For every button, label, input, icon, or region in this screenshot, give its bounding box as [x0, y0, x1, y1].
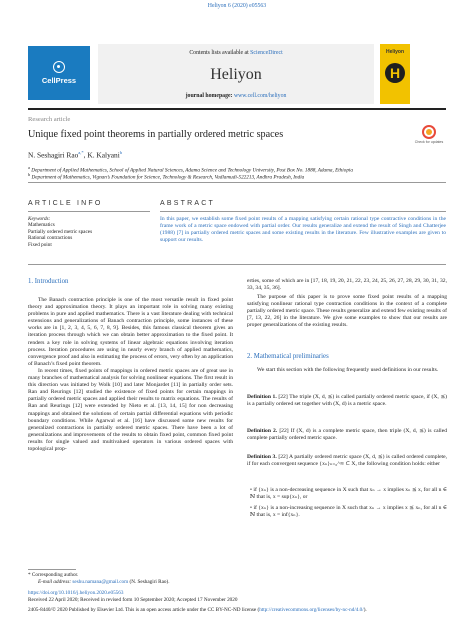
check-updates-label: Check for updates — [414, 140, 444, 144]
keywords-title: Keywords: — [28, 216, 51, 222]
copyright-line: 2405-8440/© 2020 Published by Elsevier Ltd. This is an open access article under the CC BY-NC-ND license (http://creativecommons.org/licenses/by-nc-nd/4.0/). — [28, 607, 367, 613]
abstract-text: In this paper, we establish some fixed point results of a mapping satisfying certain rational type contractive conditions in the frame work of a metric space endowed with partial order. Our results generalize and extend the result of Singh and Chatterjee (1988) [7] in partially ordered metric spaces and some existing results in the literature. Few illustrative examples are given to support our results. — [160, 216, 446, 244]
check-for-updates-button[interactable] — [412, 125, 446, 144]
definition-label: Definition 2. — [247, 428, 278, 434]
author-affiliation-marks[interactable]: b — [119, 150, 123, 155]
definition: Definition 1. [22] The triple (X, d, ⪯) is called partially ordered metric space, if (X, ⪯) is a partially ordered set together with (X, d) is a metric space. — [247, 394, 447, 408]
homepage-line: journal homepage: www.cell.com/heliyon — [185, 93, 287, 99]
affiliation: $^b$ Department of Mathematics, Vignan’s Foundation for Science, Technology & Research, Vadlamudi-522213, Andhra Pradesh, India — [28, 172, 305, 181]
cover-title: Heliyon — [385, 49, 405, 55]
affiliation-divider — [28, 182, 446, 183]
header-divider — [28, 108, 446, 110]
section-heading-preliminaries: 2. Mathematical preliminaries — [247, 353, 329, 360]
paragraph: In recent times, fixed points of mappings in ordered metric spaces are of great use in many branches of mathematical analysis for solving nonlinear equations. The first result in this direction was initiated by Wolk [10] and later Monjardet [11] in partially order sets. Ran and Reurings [12] studied the existence of fixed points for certain mappings in partially ordered metric spaces and applied their results to matrix equations. The results of Ran and Reurings [12] were extended by Nieto et al. [13, 14, 15] for non decreasing mappings and obtained the solutions of certain partial differential equations with periodic boundary conditions. While Agarwal et al. [16] have discussed some new results for generalized contractions in partially ordered metric spaces. There have been a lot of generalizations and improvements of the results to obtain fixed point, common fixed point results for single valued and multivalued operators in various ordered spaces with topological prop- — [28, 367, 233, 452]
author-name[interactable]: K. Kalyani — [87, 150, 120, 160]
definition: Definition 3. [22] A partially ordered metric space (X, d, ⪯) is called ordered complete, if for each convergent sequence {xₙ}ₙ₌₀^∞ ⊂ X, the following condition holds: either — [247, 454, 447, 468]
article-dates: Received 22 April 2020; Received in revised form 10 September 2020; Accepted 17 November 2020 — [28, 597, 238, 603]
bullet-icon: • — [250, 505, 252, 511]
paragraph: The Banach contraction principle is one of the most versatile result in fixed point theory and approximation theory. It plays an important role in solving many existing problems in pure and applied mathematics. There is a vast literature dealing with technical extensions and generalizations of Banach contraction principle, some instances of these works are in [1, 2, 3, 4, 5, 6, 7, 8, 9]. Besides, this famous classical theorem gives an iteration process through which we can obtain better approximation to the fixed point. It renders a key role in solving systems of linear algebraic equations involving iteration process. Iteration procedures are using in nearly every branch of applied mathematics, convergence proof and also in estimating the process of errors, very often by an application of Banach’s fixed point theorem. — [28, 297, 233, 367]
paragraph: We start this section with the following frequently used definitions in our results. — [257, 367, 439, 373]
paper-title: Unique fixed point theorems in partially ordered metric spaces — [28, 129, 284, 140]
paragraph: The purpose of this paper is to prove some fixed point results of a mapping satisfying nonlinear rational type contraction conditions in the context of a complete partially ordered metric space. These results generalize and extend few existing results of [7, 13, 22, 26] in the literature. We give some examples to show that our results are proper generalizations of the existing results. — [247, 294, 447, 329]
definition-label: Definition 3. — [247, 454, 277, 460]
journal-banner — [98, 44, 374, 104]
article-info-divider — [28, 211, 150, 212]
author-name[interactable]: N. Seshagiri Rao — [28, 150, 79, 160]
abstract-heading: ABSTRACT — [160, 200, 215, 207]
check-updates-icon — [422, 125, 436, 139]
keywords-block — [28, 216, 150, 248]
journal-title: Heliyon — [210, 66, 262, 83]
journal-cover-image — [380, 44, 410, 104]
affiliation: $^a$ Department of Applied Mathematics, School of Applied Natural Sciences, Adama Science and Technology University, Post Box No. 1888, Adama, Ethiopia — [28, 165, 353, 174]
corresponding-author-note: * Corresponding author. — [28, 572, 79, 578]
publisher-logo-text: CellPress — [41, 76, 77, 85]
section-heading-introduction: 1. Introduction — [28, 278, 69, 285]
bullet-item: • if {xₙ} is a non-decreasing sequence in X such that xₙ → x implies xₙ ⪯ x, for all n ∈ ℕ that is, x = sup{xₙ}, or — [250, 487, 447, 501]
author-list: N. Seshagiri Rao$^{a,*}$, K. Kalyani$^b$ — [28, 150, 123, 160]
definition: Definition 2. [22] If (X, d) is a complete metric space, then triple (X, d, ⪯) is called complete partially ordered metric space. — [247, 428, 447, 442]
article-type: Research article — [28, 116, 71, 123]
cover-letter: H — [385, 63, 405, 83]
publisher-logo — [28, 46, 90, 100]
article-info-heading: ARTICLE INFO — [28, 200, 103, 207]
body-divider — [28, 264, 446, 265]
contents-line: Contents lists available at ScienceDirect — [189, 50, 283, 56]
keyword: Mathematics — [28, 222, 55, 229]
footnote-divider — [28, 569, 76, 570]
bullet-icon: • — [250, 487, 252, 493]
keyword: Rational contractions — [28, 235, 73, 242]
bullet-item: • if {xₙ} is a non-increasing sequence in X such that xₙ → x implies x ⪯ xₙ, for all n ∈ ℕ that is, x = inf{xₙ}. — [250, 505, 447, 519]
abstract-divider — [160, 211, 446, 212]
paragraph: erties, some of which are in [17, 18, 19, 20, 21, 22, 23, 24, 25, 26, 27, 28, 29, 30, 31, 32, 33, 34, 35, 36]. — [247, 278, 447, 292]
left-column — [28, 297, 233, 453]
homepage-link[interactable]: www.cell.com/heliyon — [233, 93, 287, 99]
journal-reference-link[interactable]: Heliyon 6 (2020) e05563 — [207, 3, 267, 9]
definition-label: Definition 1. — [247, 394, 277, 400]
journal-header — [28, 44, 446, 104]
email-link[interactable]: seshu.namana@gmail.com — [72, 579, 129, 585]
cellpress-icon — [53, 61, 65, 73]
doi-link[interactable]: https://doi.org/10.1016/j.heliyon.2020.e05563 — [28, 590, 124, 596]
email-line: E-mail address: seshu.namana@gmail.com (N. Seshagiri Rao). — [38, 579, 170, 585]
sciencedirect-link[interactable]: ScienceDirect — [250, 50, 283, 56]
author-affiliation-marks[interactable]: a,* — [78, 150, 84, 155]
license-link[interactable]: http://creativecommons.org/licenses/by-nc-nd/4.0/ — [259, 607, 364, 613]
keyword: Partially ordered metric spaces — [28, 228, 93, 235]
keyword: Fixed point — [28, 241, 52, 248]
